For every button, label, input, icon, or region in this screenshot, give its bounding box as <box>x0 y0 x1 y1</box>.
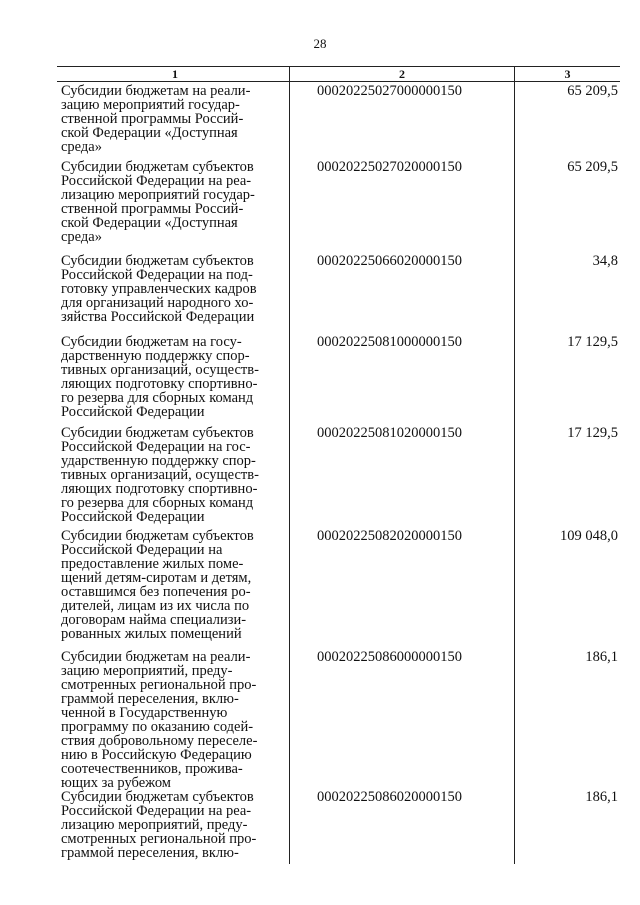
row-value: 34,8 <box>592 253 618 269</box>
row-code: 00020225081000000150 <box>317 334 462 350</box>
row-name: Субсидии бюджетам субъектов Российской Федерации на реа- лизацию мероприятий государ- ственной программы Россий- ской Федерации «Доступная среда» <box>61 159 255 245</box>
row-name: Субсидии бюджетам субъектов Российской Федерации на реа- лизацию мероприятий, преду- смотренных региональной про- граммой переселения, вклю- <box>61 789 257 861</box>
row-value: 109 048,0 <box>560 528 618 544</box>
table-row <box>57 788 620 864</box>
table-header-row <box>57 66 620 82</box>
page-number: 28 <box>313 36 327 51</box>
row-name: Субсидии бюджетам субъектов Российской Федерации на гос- ударственную поддержку спор- тивных организаций, осуществ- ляющих подготовку спортивно- го резерва для сборных команд Российской Федерации <box>61 425 259 525</box>
row-code: 00020225027000000150 <box>317 83 462 99</box>
row-name: Субсидии бюджетам на реали- зацию мероприятий, преду- смотренных региональной про- граммой переселения, вклю- ченной в Государственную программу по оказанию содей- ствия добровольному переселе- нию в Российскую Федерацию соотечественников, прожива- ющих за рубежом <box>61 649 258 791</box>
row-code: 00020225066020000150 <box>317 253 462 269</box>
column-header-1: 1 <box>172 67 178 81</box>
row-value: 65 209,5 <box>567 159 618 175</box>
row-code: 00020225027020000150 <box>317 159 462 175</box>
row-name: Субсидии бюджетам на реали- зацию мероприятий государ- ственной программы Россий- ской Федерации «Доступная среда» <box>61 83 251 155</box>
table-body <box>57 82 620 864</box>
row-name: Субсидии бюджетам субъектов Российской Федерации на под- готовку управленческих кадров для организаций народного хо- зяйства Российской Федерации <box>61 253 257 325</box>
row-code: 00020225086020000150 <box>317 789 462 805</box>
row-code: 00020225081020000150 <box>317 425 462 441</box>
row-value: 186,1 <box>585 789 618 805</box>
row-name: Субсидии бюджетам субъектов Российской Федерации на предоставление жилых поме- щений детям-сиротам и детям, оставшимся без попечения ро- дителей, лицам из их числа по договорам найма специализи- рованных жилых помещений <box>61 528 254 642</box>
table-row <box>57 648 620 791</box>
table-row <box>57 82 620 158</box>
row-value: 17 129,5 <box>567 334 618 350</box>
row-code: 00020225086000000150 <box>317 649 462 665</box>
row-name: Субсидии бюджетам на госу- дарственную поддержку спор- тивных организаций, осуществ- ляющих подготовку спортивно- го резерва для сборных команд Российской Федерации <box>61 334 259 420</box>
row-value: 17 129,5 <box>567 425 618 441</box>
budget-table <box>57 66 620 864</box>
table-row <box>57 333 620 424</box>
column-header-2: 2 <box>289 67 514 81</box>
row-value: 65 209,5 <box>567 83 618 99</box>
row-code: 00020225082020000150 <box>317 528 462 544</box>
table-row <box>57 424 620 527</box>
row-value: 186,1 <box>585 649 618 665</box>
column-header-3: 3 <box>514 67 620 81</box>
table-row <box>57 527 620 648</box>
table-row <box>57 252 620 333</box>
table-row <box>57 158 620 252</box>
